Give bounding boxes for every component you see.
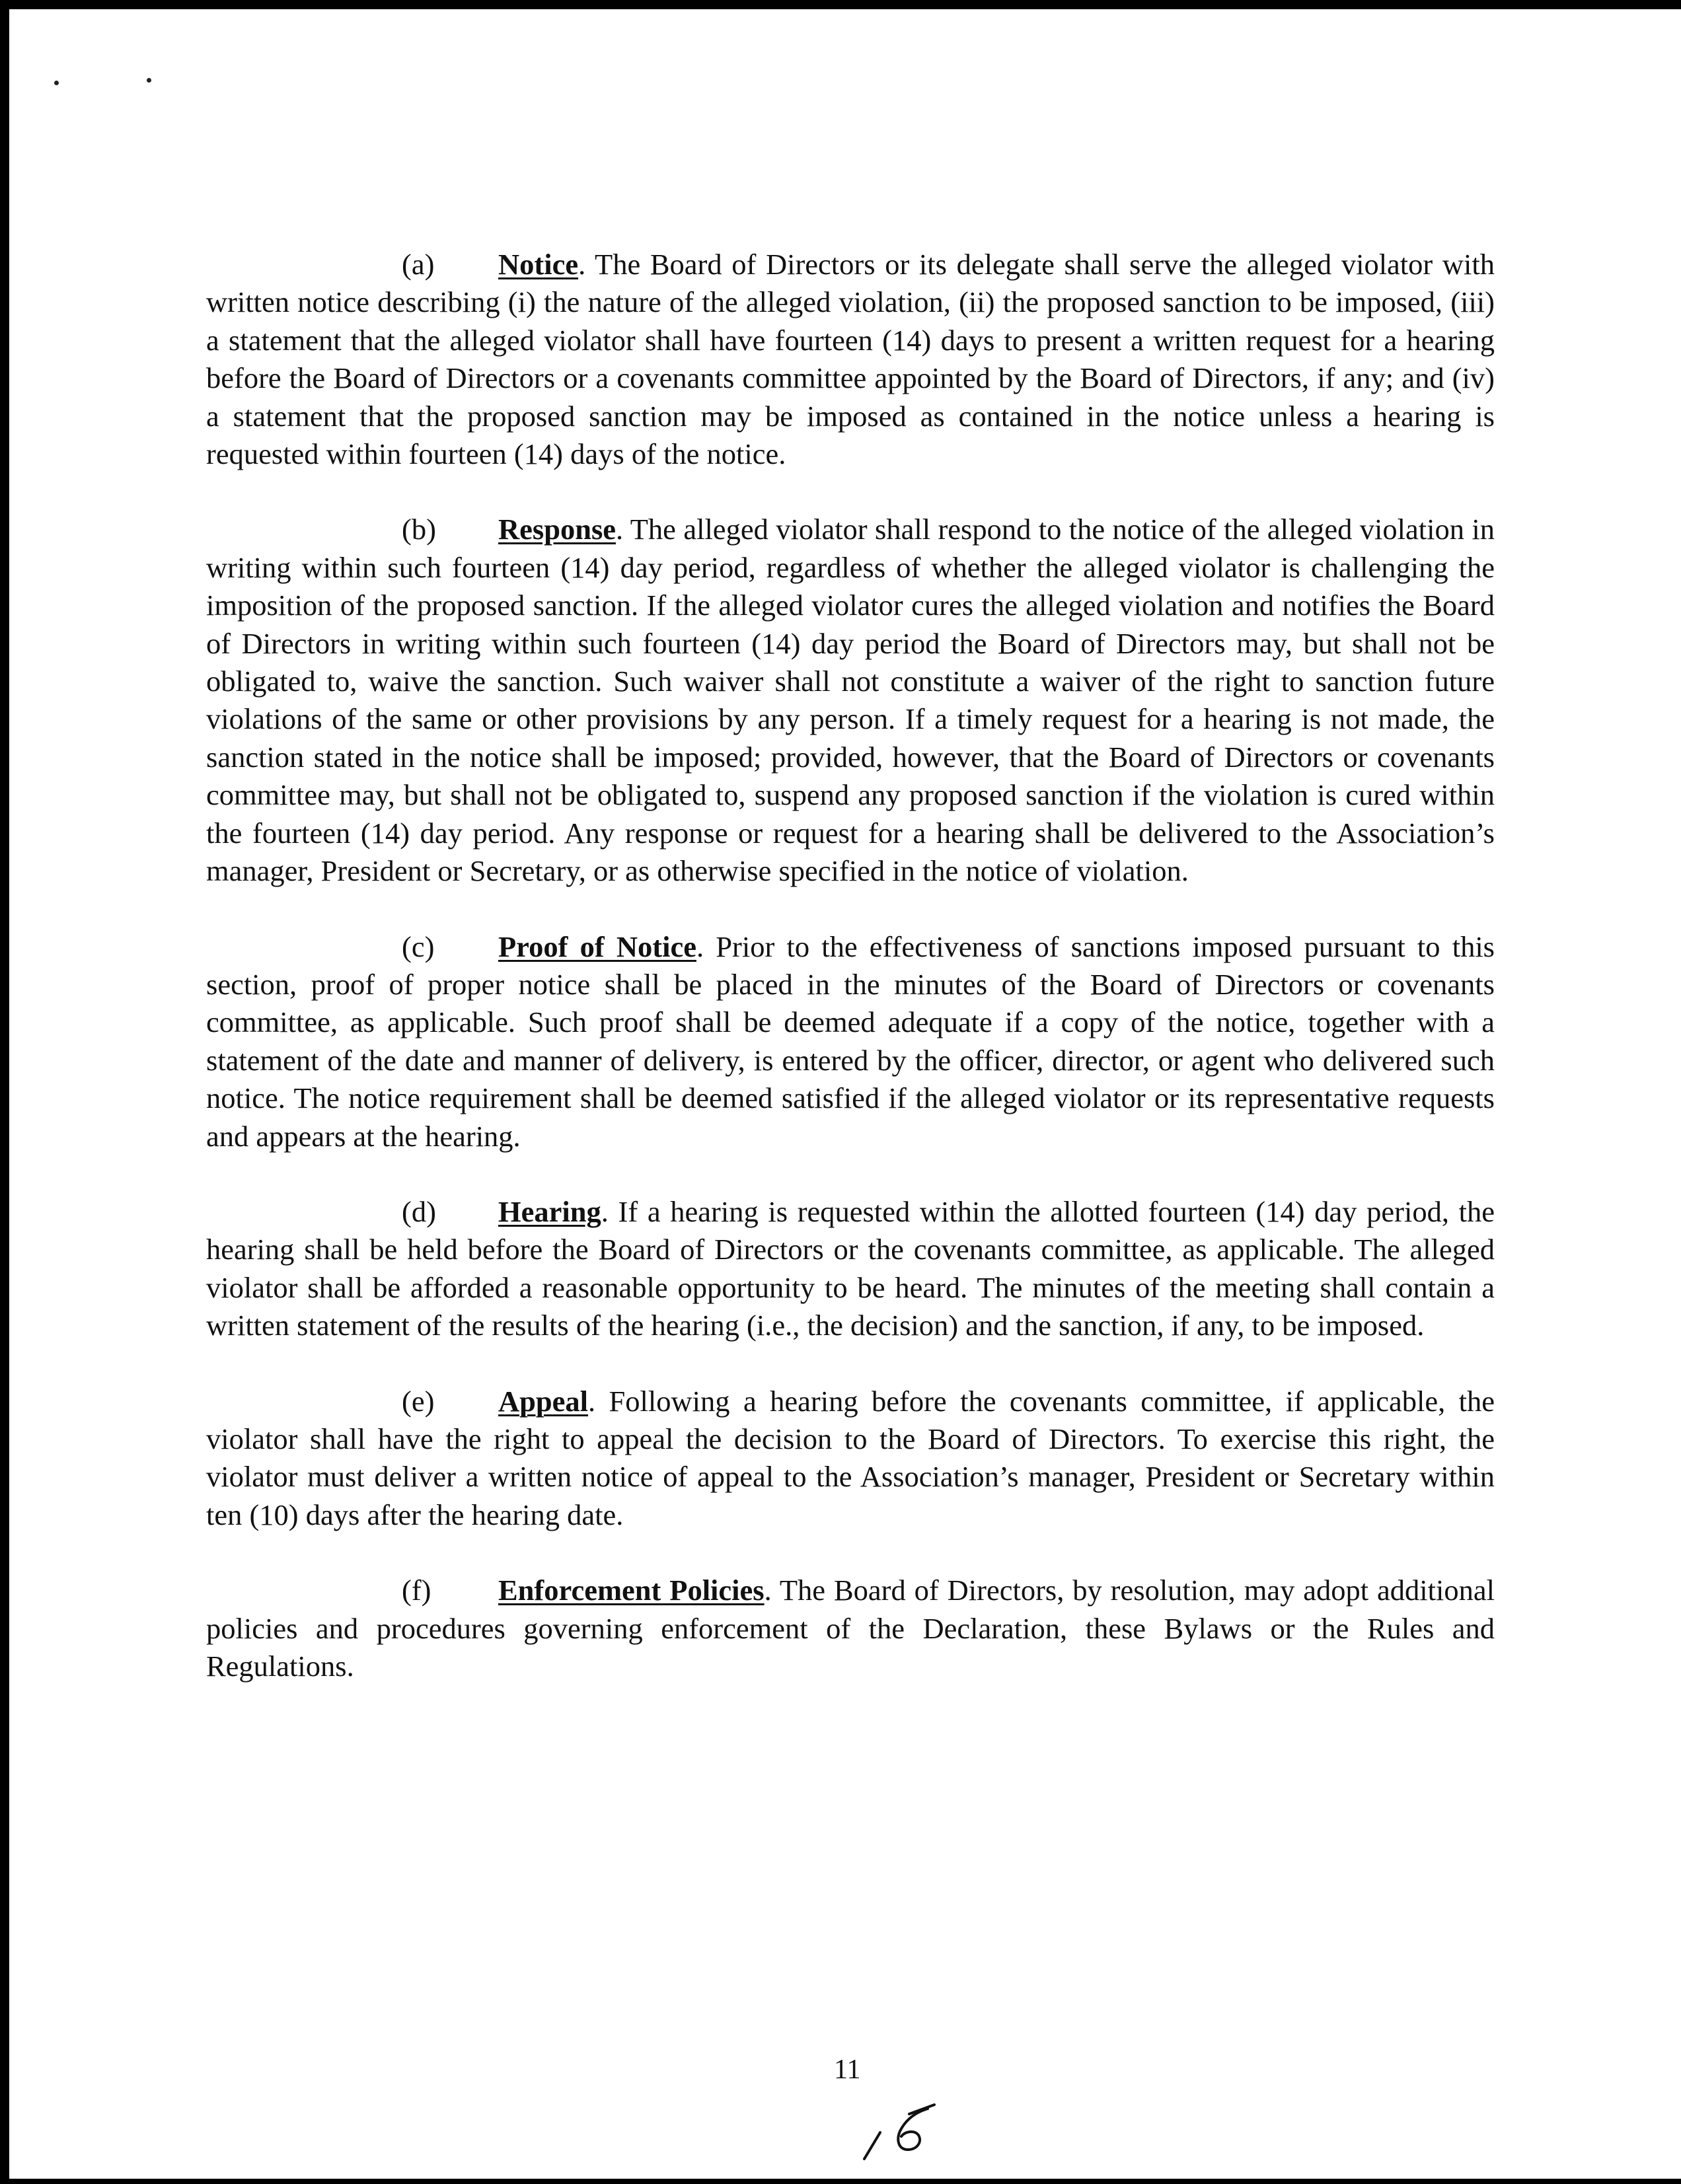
paragraph-heading: Notice <box>498 248 579 281</box>
paragraph-heading: Appeal <box>498 1384 588 1418</box>
scan-speck <box>147 78 151 83</box>
paragraph-notice <box>206 246 1495 473</box>
paragraph-body: . Following a hearing before the covenants committee, if applicable, the violator shall have the right to appeal the decision to the Board of Directors. To exercise this right, the violator must deliver a written notice of appeal to the Association’s manager, President or Secretary within ten (10) days after the hearing date. <box>206 1384 1495 1531</box>
paragraph-body: . If a hearing is requested within the allotted fourteen (14) day period, the hearing shall be held before the Board of Directors or the covenants committee, as applicable. The alleged violator shall be afforded a reasonable opportunity to be heard. The minutes of the meeting shall contain a written statement of the results of the hearing (i.e., the decision) and the sanction, if any, to be imposed. <box>206 1194 1495 1342</box>
document-body <box>206 246 1495 1723</box>
paragraph-body: . The Board of Directors or its delegate shall serve the alleged violator with written notice describing (i) the nature of the alleged violation, (ii) the proposed sanction to be imposed, (iii) a statement that the alleged violator shall have fourteen (14) days to present a written request for a hearing before the Board of Directors or a covenants committee appointed by the Board of Directors, if any; and (iv) a statement that the proposed sanction may be imposed as contained in the notice unless a hearing is requested within fourteen (14) days of the notice. <box>206 248 1495 471</box>
paragraph-heading: Response <box>498 513 616 546</box>
handwritten-page-annotation <box>856 2101 955 2164</box>
paragraph-heading: Enforcement Policies <box>498 1574 765 1607</box>
scan-border-left <box>0 0 9 2184</box>
paragraph-body: . The Board of Directors, by resolution, may adopt additional policies and procedures governing enforcement of the Declaration, these Bylaws or the Rules and Regulations. <box>206 1574 1495 1683</box>
paragraph-body: . The alleged violator shall respond to the notice of the alleged violation in writing within such fourteen (14) day period, regardless of whether the alleged violator is challenging the imposition of the proposed sanction. If the alleged violator cures the alleged violation and notifies the Board of Directors in writing within such fourteen (14) day period the Board of Directors may, but shall not be obligated to, waive the sanction. Such waiver shall not constitute a waiver of the right to sanction future violations of the same or other provisions by any person. If a timely request for a hearing is not made, the sanction stated in the notice shall be imposed; provided, however, that the Board of Directors or covenants committee may, but shall not be obligated to, suspend any proposed sanction if the violation is cured within the fourteen (14) day period. Any response or request for a hearing shall be delivered to the Association’s manager, President or Secretary, or as otherwise specified in the notice of violation. <box>206 513 1495 888</box>
paragraph-heading: Proof of Notice <box>498 929 696 963</box>
page-number: 11 <box>834 2055 861 2085</box>
paragraph-label: (b) <box>402 513 436 546</box>
paragraph-label: (d) <box>402 1194 436 1228</box>
paragraph-label: (f) <box>402 1574 431 1607</box>
paragraph-proof-of-notice <box>206 928 1495 1155</box>
paragraph-label: (e) <box>402 1384 435 1418</box>
paragraph-response <box>206 511 1495 890</box>
scan-border-top <box>0 0 1681 9</box>
paragraph-appeal <box>206 1383 1495 1535</box>
scan-speck <box>54 81 59 85</box>
paragraph-body: . Prior to the effectiveness of sanctions imposed pursuant to this section, proof of proper notice shall be placed in the minutes of the Board of Directors or covenants committee, as applicable. Such proof shall be deemed adequate if a copy of the notice, together with a statement of the date and manner of delivery, is entered by the officer, director, or agent who delivered such notice. The notice requirement shall be deemed satisfied if the alleged violator or its representative requests and appears at the hearing. <box>206 929 1495 1153</box>
scan-border-bottom <box>0 2179 1681 2184</box>
paragraph-hearing <box>206 1193 1495 1345</box>
paragraph-label: (a) <box>402 248 435 281</box>
paragraph-enforcement-policies <box>206 1572 1495 1685</box>
paragraph-heading: Hearing <box>498 1194 601 1228</box>
paragraph-label: (c) <box>402 929 435 963</box>
